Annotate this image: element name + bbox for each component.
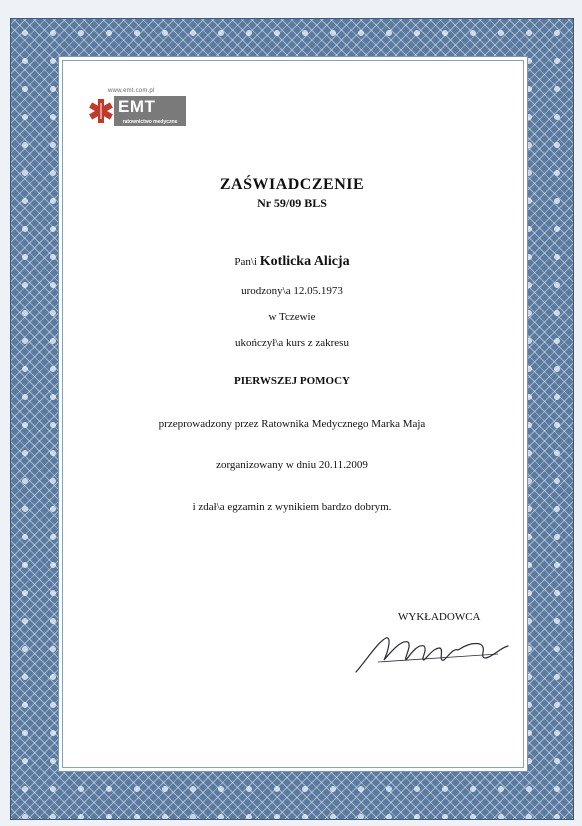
date-line: zorganizowany w dniu 20.11.2009 [216, 459, 368, 471]
recipient-name: Kotlicka Alicja [259, 254, 350, 269]
logo-url: www.emt.com.pl [108, 88, 155, 94]
instructor-line: przeprowadzony przez Ratownika Medycznego Marka Maja [158, 418, 426, 430]
birth-place-line: w Tczewie [268, 311, 316, 323]
certificate-title: ZAŚWIADCZENIE [219, 176, 365, 193]
lecturer-label: WYKŁADOWCA [398, 611, 481, 623]
completed-line: ukończył\a kurs z zakresu [235, 337, 349, 349]
handwritten-signature [348, 618, 518, 680]
logo-tagline: ratownictwo medyczne [114, 118, 186, 126]
logo-brand: EMT [114, 96, 186, 118]
recipient-line [62, 254, 522, 270]
name-prefix: Pan\i [234, 256, 258, 268]
certificate-number: Nr 59/09 BLS [257, 196, 327, 210]
birth-date-line: urodzony\a 12.05.1973 [241, 285, 343, 297]
emt-logo [86, 88, 188, 132]
exam-result-line: i zdał\a egzamin z wynikiem bardzo dobrym. [192, 501, 392, 513]
course-name: PIERWSZEJ POMOCY [233, 375, 351, 387]
